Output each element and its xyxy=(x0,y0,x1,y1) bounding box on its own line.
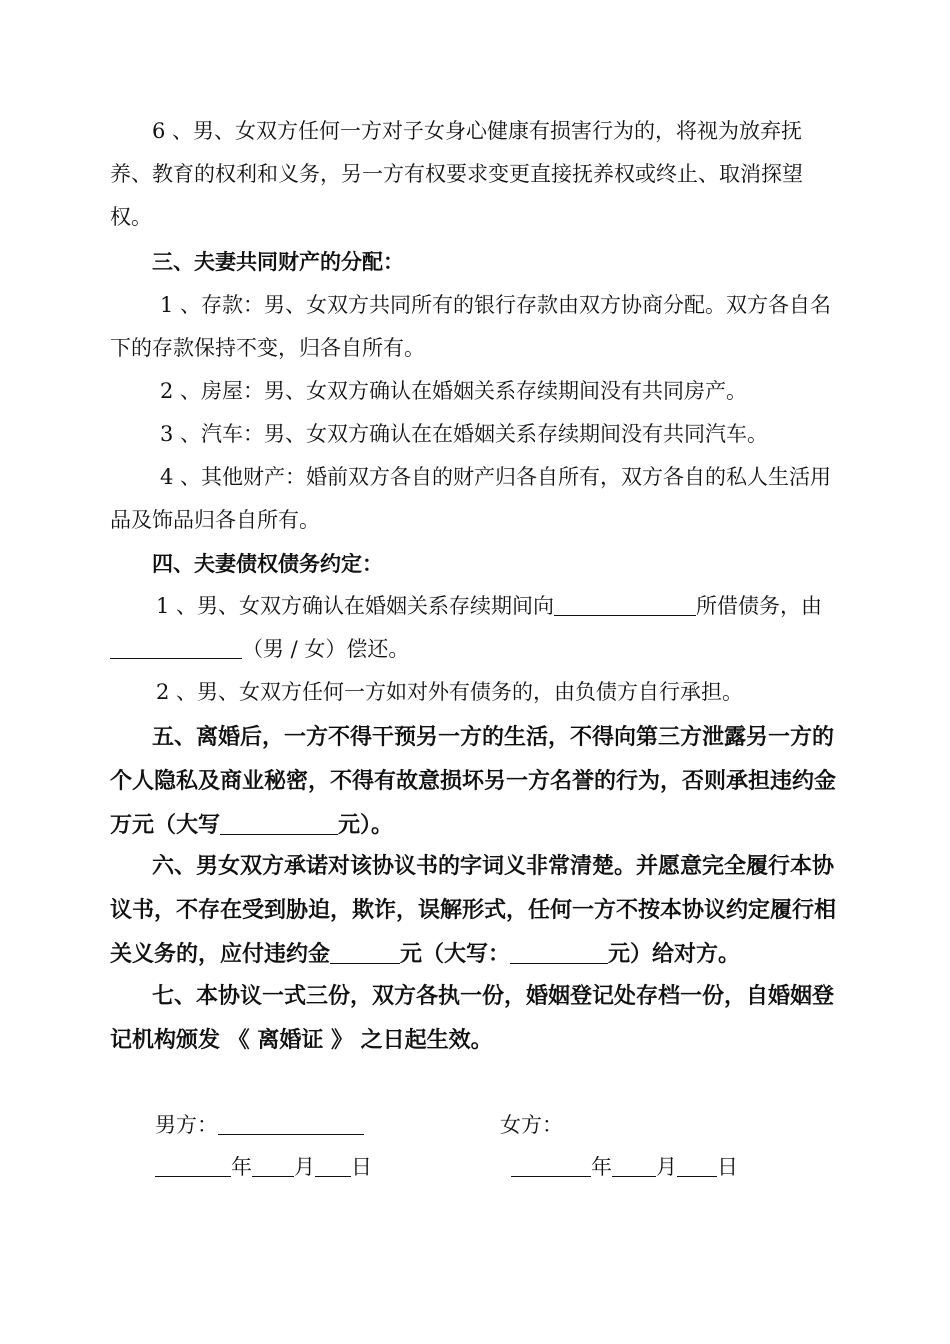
penalty-words-blank xyxy=(510,941,608,964)
female-month-label: 月 xyxy=(656,1155,677,1179)
male-day-blank xyxy=(315,1154,351,1177)
male-year-blank xyxy=(155,1154,231,1177)
penalty-amount-blank xyxy=(220,812,338,835)
female-day-label: 日 xyxy=(717,1155,738,1179)
debt-payer-blank xyxy=(110,636,242,659)
clause-5 xyxy=(110,715,838,847)
sec4-item-1-text-a: 1 、男、女双方确认在婚姻关系存续期间向 xyxy=(156,594,555,618)
clause-6-commitment xyxy=(110,844,838,976)
female-year-label: 年 xyxy=(591,1155,612,1179)
penalty-figure-blank xyxy=(330,941,400,964)
sec4-item-1-text-b: 所借债务， xyxy=(696,594,802,618)
sec3-item-2: 2 、房屋：男、女双方确认在婚姻关系存续期间没有共同房产。 xyxy=(160,379,748,403)
clause-6c-text: 六、男女双方承诺对该协议书的字词义非常清楚。并愿意完全履行本协议书，不存在受到胁迫，欺诈，误解形式，任何一方不按本协议约定履行相关义务的，应付违约金 xyxy=(110,853,837,967)
sec3-item-3: 3 、汽车：男、女双方确认在在婚姻关系存续期间没有共同汽车。 xyxy=(160,422,769,446)
debt-creditor-blank xyxy=(554,593,696,616)
clause-6c-mid: 元（大写： xyxy=(400,941,511,967)
male-signature-blank xyxy=(218,1112,364,1135)
female-month-blank xyxy=(612,1154,656,1177)
sec4-item-1 xyxy=(110,585,838,671)
clause-7: 七、本协议一式三份，双方各执一份，婚姻登记处存档一份，自婚姻登记机构颁发 《 离婚证 》 之日起生效。 xyxy=(110,983,835,1053)
sec3-item-4: 4 、其他财产：婚前双方各自的财产归各自所有，双方各自的私人生活用品及饰品归各自所有。 xyxy=(110,465,832,532)
clause-6: 6 、男、女双方任何一方对子女身心健康有损害行为的，将视为放弃抚养、教育的权利和义务，另一方有权要求变更直接抚养权或终止、取消探望权。 xyxy=(110,119,803,229)
sec4-item-1-text-d: （男 / 女）偿还。 xyxy=(242,637,410,661)
male-label: 男方： xyxy=(155,1113,218,1137)
male-month-blank xyxy=(252,1154,294,1177)
section-3-title: 三、夫妻共同财产的分配： xyxy=(152,249,404,274)
section-4-title: 四、夫妻债权债务约定： xyxy=(152,551,383,576)
sec4-item-2: 2 、男、女双方任何一方如对外有债务的，由负债方自行承担。 xyxy=(156,680,744,704)
female-day-blank xyxy=(677,1154,717,1177)
male-day-label: 日 xyxy=(351,1155,372,1179)
sec4-item-1-text-c: 由 xyxy=(801,594,823,618)
male-date-line xyxy=(155,1152,372,1182)
clause-6c-end: 元）给对方。 xyxy=(608,941,741,967)
female-label: 女方： xyxy=(500,1113,563,1137)
clause-5-end: 元）。 xyxy=(338,812,394,838)
male-signature-line xyxy=(155,1110,364,1140)
male-month-label: 月 xyxy=(294,1155,315,1179)
female-signature-line xyxy=(500,1110,563,1140)
male-year-label: 年 xyxy=(231,1155,252,1179)
female-year-blank xyxy=(511,1154,591,1177)
sec3-item-1: 1 、存款：男、女双方共同所有的银行存款由双方协商分配。双方各自名下的存款保持不变，归各自所有。 xyxy=(110,293,832,360)
female-date-line xyxy=(511,1152,738,1182)
clause-5-text: 五、离婚后，一方不得干预另一方的生活，不得向第三方泄露另一方的个人隐私及商业秘密，不得有故意损坏另一方名誉的行为，否则承担违约金万元（大写 xyxy=(110,724,837,838)
